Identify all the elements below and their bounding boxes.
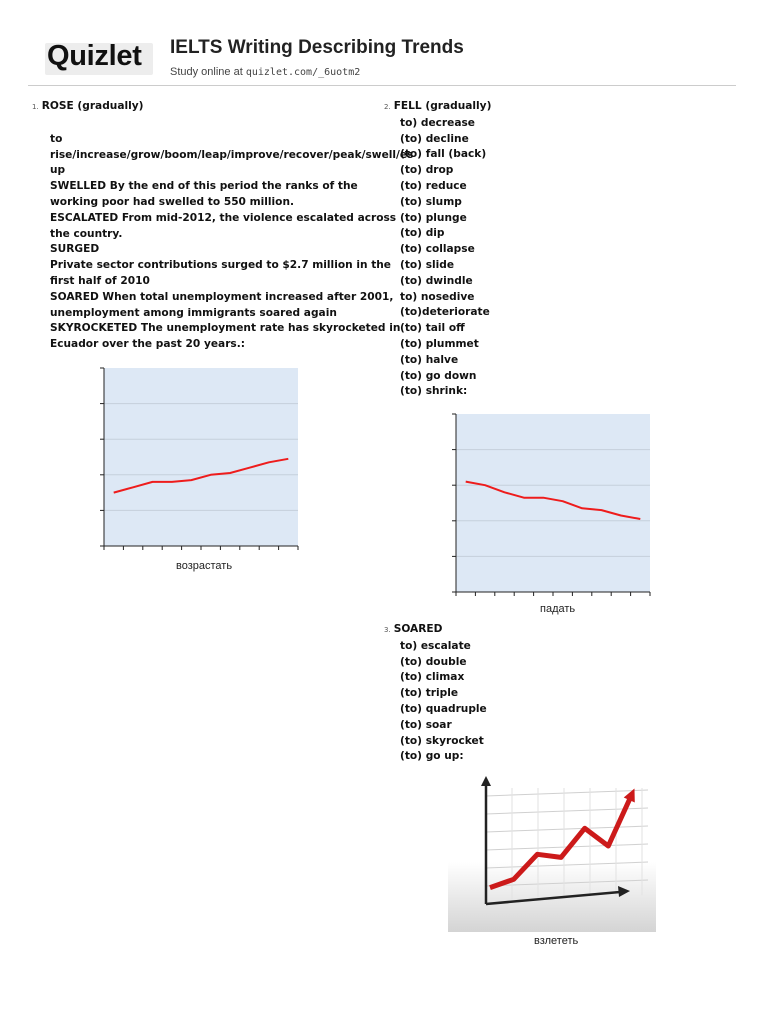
definition-line: (to) halve — [400, 353, 459, 366]
definition-line: working poor had swelled to 550 million. — [50, 195, 295, 208]
term-1-number: 1. — [32, 103, 39, 111]
definition-line: (to) dip — [400, 227, 445, 240]
definition-line: (to) drop — [400, 164, 454, 177]
definition-line: ESCALATED From mid-2012, the violence escalated across — [50, 211, 397, 224]
term-3-heading — [384, 622, 684, 639]
term-3 — [384, 622, 684, 765]
definition-line: (to) decline — [400, 132, 469, 145]
definition-line: (to) triple — [400, 687, 459, 700]
definition-line: (to) slump — [400, 195, 462, 208]
definition-line: to — [50, 132, 63, 145]
definition-line: to) nosedive — [400, 290, 475, 303]
term-3-caption: взлететь — [534, 935, 579, 947]
term-3-number: 3. — [384, 626, 391, 634]
term-3-title: SOARED — [393, 623, 443, 635]
header-divider — [28, 85, 736, 86]
rising-line-chart — [98, 364, 302, 550]
definition-line: (to) dwindle — [400, 274, 473, 287]
definition-line: (to) tail off — [400, 322, 465, 335]
definition-line: (to) go up: — [400, 750, 464, 763]
term-1-heading — [32, 99, 382, 116]
term-3-definition — [384, 639, 684, 765]
term-2-definition — [384, 116, 684, 400]
plot-area — [456, 414, 650, 592]
gridline — [486, 826, 648, 832]
term-1-title: ROSE (gradually) — [41, 100, 144, 112]
page-subtitle — [170, 66, 360, 78]
definition-line: the country. — [50, 227, 123, 240]
term-1-caption: возрастать — [176, 560, 233, 572]
term-2 — [384, 99, 684, 400]
definition-line: (to) quadruple — [400, 702, 487, 715]
definition-line: (to) skyrocket — [400, 734, 484, 747]
page-title: IELTS Writing Describing Trends — [170, 37, 464, 58]
definition-line: up — [50, 164, 66, 177]
definition-line: Private sector contributions surged to $2.7 million in the — [50, 259, 391, 272]
definition-line: (to) fall (back) — [400, 148, 487, 161]
definition-line: to) decrease — [400, 116, 475, 129]
term-2-number: 2. — [384, 103, 391, 111]
plot-area — [104, 368, 298, 546]
definition-line: to) escalate — [400, 639, 471, 652]
definition-line: (to) slide — [400, 258, 455, 271]
quizlet-logo — [45, 40, 153, 75]
definition-line: (to) shrink: — [400, 385, 468, 398]
soaring-trend-graphic — [448, 774, 656, 932]
gridline — [486, 790, 648, 796]
y-axis-arrow — [481, 776, 491, 786]
definition-line: unemployment among immigrants soared again — [50, 306, 337, 319]
logo-text: Quizlet — [47, 40, 142, 72]
term-2-heading — [384, 99, 684, 116]
definition-line: SURGED — [50, 243, 100, 256]
definition-line: (to) soar — [400, 718, 452, 731]
definition-line: Ecuador over the past 20 years.: — [50, 338, 245, 351]
definition-line: (to) double — [400, 655, 467, 668]
definition-line: SOARED When total unemployment increased after 2001, — [50, 290, 394, 303]
definition-line: (to) go down — [400, 369, 477, 382]
term-2-title: FELL (gradually) — [393, 100, 492, 112]
definition-line: SKYROCKETED The unemployment rate has skyrocketed in — [50, 322, 401, 335]
definition-line: (to) reduce — [400, 179, 467, 192]
definition-line: (to)deteriorate — [400, 306, 490, 319]
subtitle-prefix: Study online at — [170, 66, 246, 78]
definition-line: (to) plummet — [400, 337, 479, 350]
definition-line: first half of 2010 — [50, 274, 150, 287]
study-url-link[interactable]: quizlet.com/_6uotm2 — [245, 67, 361, 78]
definition-line: SWELLED By the end of this period the ranks of the — [50, 180, 358, 193]
falling-line-chart — [450, 410, 654, 596]
definition-line: (to) climax — [400, 671, 465, 684]
definition-line: (to) plunge — [400, 211, 467, 224]
definition-line: (to) collapse — [400, 243, 475, 256]
term-2-caption: падать — [540, 603, 576, 615]
term-1-definition — [32, 132, 414, 353]
term-1 — [32, 99, 414, 353]
definition-line: rise/increase/grow/boom/leap/improve/recover/peak/swell/es — [50, 148, 414, 161]
